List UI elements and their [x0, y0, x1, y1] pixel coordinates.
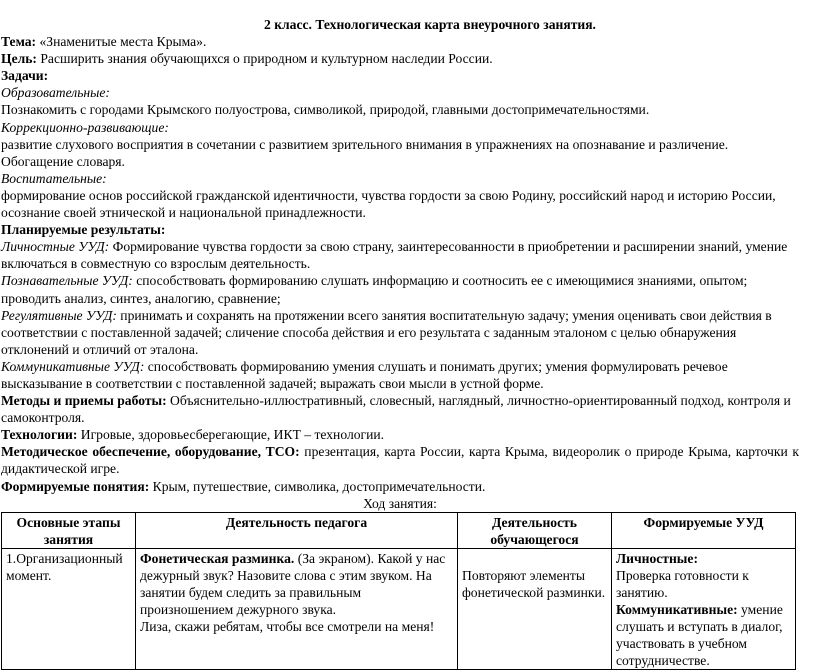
goal-line	[1, 50, 799, 67]
header-student: Деятельность обучающегося	[458, 512, 612, 548]
document-body	[1, 16, 799, 512]
teacher-text: (За экраном). Какой у нас дежурный звук? Назовите слова с этим звуком. На занятии будем следить за правильным произношением дежурного звука.	[140, 550, 446, 617]
concepts-text: Крым, путешествие, символика, достопримечательности.	[149, 478, 486, 494]
equipment-text: презентация, карта России, карта Крыма, видеоролик о природе Крыма, карточки к дидактической игре.	[1, 444, 799, 477]
cognitive-uud	[1, 272, 799, 306]
equipment-label: Методическое обеспечение, оборудование, ТСО:	[1, 444, 300, 460]
teacher-line2: Лиза, скажи ребятам, чтобы все смотрели на меня!	[140, 618, 435, 634]
topic-value: «Знаменитые места Крыма».	[36, 34, 207, 50]
cell-stage: 1.Организационный момент.	[2, 548, 136, 669]
header-teacher: Деятельность педагога	[136, 512, 458, 548]
concepts-label: Формируемые понятия:	[1, 478, 150, 494]
upbringing-text: формирование основ российской гражданской идентичности, чувства гордости за свою Родину, российский народ и историю России, осознание своей этнической и национальной принадлежности.	[1, 187, 776, 221]
uud-text-personal: Проверка готовности к занятию.	[616, 567, 749, 600]
cognitive-uud-label: Познавательные УУД:	[1, 273, 133, 289]
regulatory-uud	[1, 307, 799, 358]
regulatory-uud-label: Регулятивные УУД:	[1, 307, 117, 323]
cell-student: Повторяют элементы фонетической разминки.	[458, 548, 612, 669]
table-header-row	[2, 512, 796, 548]
uud-label-personal: Личностные:	[616, 550, 698, 566]
cell-uud	[612, 548, 796, 669]
methods-label: Методы и приемы работы:	[1, 393, 167, 409]
lesson-course-heading: Ход занятия:	[363, 495, 437, 511]
communicative-uud-text: способствовать формированию умения слушать и понимать других; умения формулировать речевое высказывание в соответствии с поставленной задачей; выражать свои мысли в устной форме.	[1, 358, 728, 391]
table-row	[2, 548, 796, 669]
personal-uud	[1, 238, 799, 272]
goal-value: Расширить знания обучающихся о природном и культурном наследии России.	[36, 51, 493, 67]
uud-label-communicative: Коммуникативные:	[616, 601, 738, 617]
teacher-bold: Фонетическая разминка.	[140, 550, 295, 566]
educational-label: Образовательные:	[1, 85, 110, 101]
page-title: 2 класс. Технологическая карта внеурочного занятия.	[264, 17, 596, 32]
technologies-text: Игровые, здоровьесберегающие, ИКТ – технологии.	[77, 427, 385, 443]
tasks-heading: Задачи:	[1, 68, 49, 84]
correctional-label: Коррекционно-развивающие:	[1, 119, 169, 135]
upbringing-label: Воспитательные:	[1, 170, 107, 186]
methods-text: Объяснительно-иллюстративный, словесный, наглядный, личностно-ориентированный подход, контроля и самоконтроля.	[1, 393, 791, 426]
lesson-plan-table	[1, 512, 796, 670]
personal-uud-text: Формирование чувства гордости за свою страну, заинтересованности в приобретении и расширении знаний, умение включаться в совместную со взрослым деятельность.	[1, 239, 788, 272]
methods-line	[1, 392, 799, 426]
concepts-line	[1, 478, 799, 495]
topic-line	[1, 33, 799, 50]
uud-text-communicative: умение слушать и вступать в диалог, участвовать в учебном сотрудничестве.	[616, 601, 783, 668]
correctional-text: развитие слухового восприятия в сочетании с развитием зрительного внимания в упражнениях на опознавание и различение. Обогащение словаря.	[1, 136, 729, 169]
topic-label: Тема:	[1, 34, 37, 50]
communicative-uud-label: Коммуникативные УУД:	[1, 358, 145, 374]
goal-label: Цель:	[1, 51, 37, 67]
results-heading: Планируемые результаты:	[1, 222, 166, 238]
communicative-uud	[1, 358, 799, 392]
header-uud: Формируемые УУД	[612, 512, 796, 548]
personal-uud-label: Личностные УУД:	[1, 239, 110, 255]
cell-teacher	[136, 548, 458, 669]
equipment-line	[1, 443, 799, 477]
header-stages: Основные этапы занятия	[2, 512, 136, 548]
technologies-line	[1, 426, 799, 443]
regulatory-uud-text: принимать и сохранять на протяжении всего занятия воспитательную задачу; умения оценивать свои действия в соответствии с поставленной задачей; сличение способа действия и его результата с заданным эталоном с целью обнаружения отклонений и отличий от эталона.	[1, 307, 772, 357]
cognitive-uud-text: способствовать формированию слушать информацию и соотносить ее с имеющимися знаниями, опытом; проводить анализ, синтез, аналогию, сравнение;	[1, 273, 748, 306]
technologies-label: Технологии:	[1, 427, 78, 443]
educational-text: Познакомить с городами Крымского полуострова, символикой, природой, главными достопримечательностями.	[1, 102, 650, 118]
